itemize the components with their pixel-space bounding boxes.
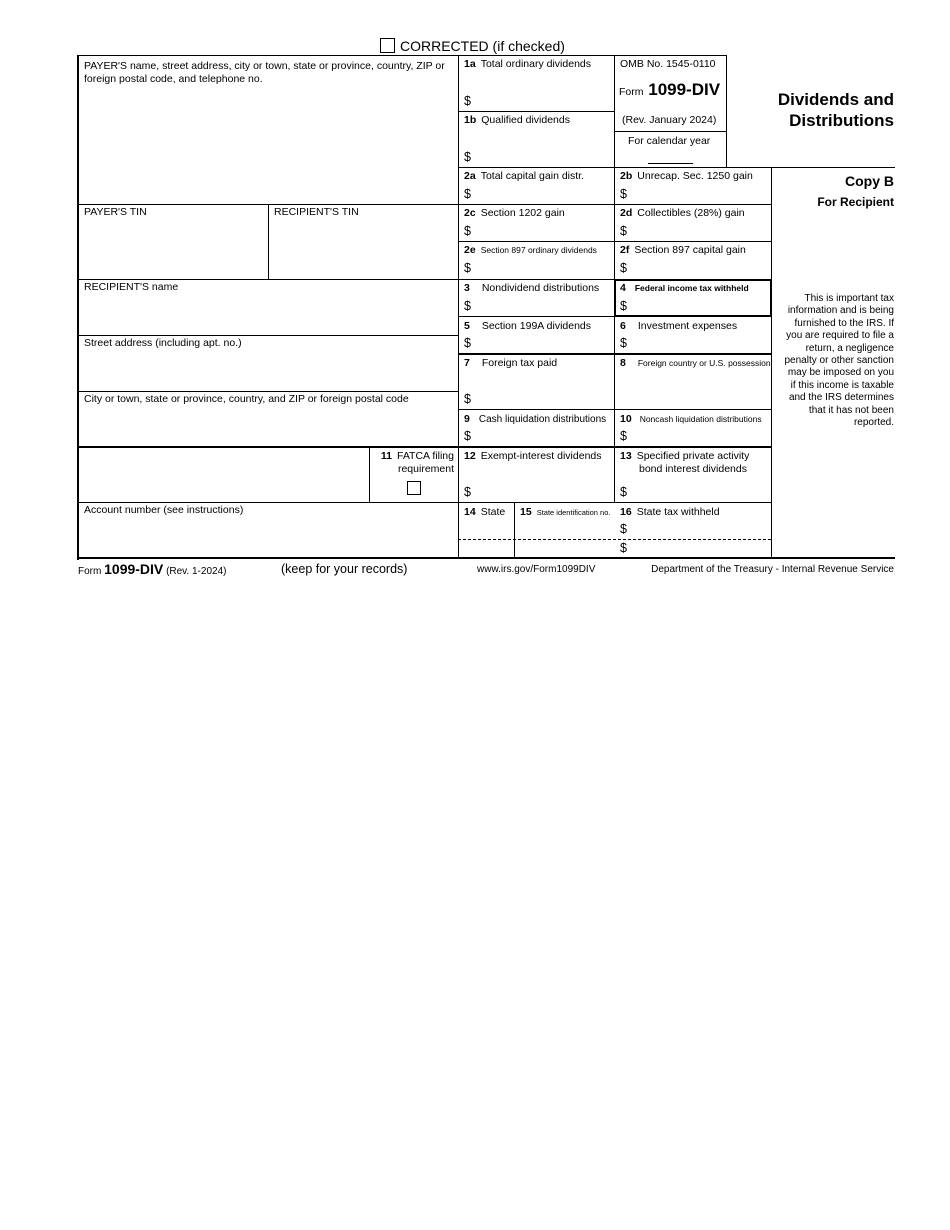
box-4-input[interactable]: [630, 296, 767, 314]
fatca-blank-area: [80, 448, 367, 500]
recipient-name-field[interactable]: [80, 295, 456, 333]
box-2d-input[interactable]: [630, 221, 767, 239]
box-1b-label: 1b Qualified dividends: [464, 114, 570, 126]
footer-keep: (keep for your records): [281, 562, 408, 576]
box-2b-label: 2b Unrecap. Sec. 1250 gain: [620, 170, 753, 182]
street-address-field[interactable]: [80, 351, 456, 389]
box-1a-dollar: $: [464, 94, 471, 108]
box-2d-dollar: $: [620, 224, 627, 238]
account-number-field[interactable]: [80, 518, 456, 556]
box-7-label: 7 Foreign tax paid: [464, 357, 558, 369]
box-2f-dollar: $: [620, 261, 627, 275]
box-16-input-2[interactable]: [630, 541, 767, 556]
box-8-label: 8 Foreign country or U.S. possession: [620, 357, 771, 369]
box-6-input[interactable]: [630, 333, 767, 351]
box-2f-input[interactable]: [630, 258, 767, 276]
box-2a-dollar: $: [464, 187, 471, 201]
box-2d-label: 2d Collectibles (28%) gain: [620, 207, 745, 219]
box-16-dollar-1: $: [620, 522, 627, 536]
payer-info-field[interactable]: [80, 86, 456, 202]
box-2b-dollar: $: [620, 187, 627, 201]
box-3-dollar: $: [464, 299, 471, 313]
box-9-label: 9 Cash liquidation distributions: [464, 413, 607, 425]
box-16-dollar-2: $: [620, 541, 627, 555]
box-10-label: 10 Noncash liquidation distributions: [620, 413, 762, 425]
box-2c-dollar: $: [464, 224, 471, 238]
form-revision: (Rev. January 2024): [622, 114, 717, 126]
box-8-input[interactable]: [618, 375, 768, 407]
box-12-input[interactable]: [474, 482, 610, 500]
box-16-input-1[interactable]: [630, 520, 767, 538]
box-7-dollar: $: [464, 392, 471, 406]
box-2e-dollar: $: [464, 261, 471, 275]
corrected-label: CORRECTED (if checked): [400, 38, 565, 54]
box-4-label: 4 Federal income tax withheld: [620, 282, 749, 294]
form-title: Dividends and Distributions: [777, 90, 894, 130]
box-12-label: 12 Exempt-interest dividends: [464, 450, 602, 462]
box-10-dollar: $: [620, 429, 627, 443]
form-number: Form 1099-DIV: [619, 80, 721, 99]
box-13-label: 13 Specified private activity bond interest dividends: [620, 450, 750, 475]
box-6-dollar: $: [620, 336, 627, 350]
box-14-input-1[interactable]: [460, 520, 512, 538]
account-number-label: Account number (see instructions): [84, 504, 244, 516]
box-3-input[interactable]: [474, 296, 610, 314]
box-10-input[interactable]: [630, 426, 767, 444]
box-1a-label: 1a Total ordinary dividends: [464, 58, 591, 70]
payer-tin-field[interactable]: [80, 220, 266, 277]
box-7-input[interactable]: [474, 389, 610, 407]
box-1b-dollar: $: [464, 150, 471, 164]
box-12-dollar: $: [464, 485, 471, 499]
box-4-dollar: $: [620, 299, 627, 313]
footer-department: Department of the Treasury - Internal Revenue Service: [651, 564, 894, 575]
box-2f-label: 2f Section 897 capital gain: [620, 244, 746, 256]
box-15-label: 15 State identification no.: [520, 506, 611, 518]
box-15-input-1[interactable]: [516, 520, 612, 538]
recipient-tin-field[interactable]: [270, 220, 456, 277]
box-2b-input[interactable]: [630, 184, 767, 202]
corrected-checkbox[interactable]: [380, 38, 395, 53]
fatca-checkbox[interactable]: [407, 481, 421, 495]
box-1a-input[interactable]: [474, 90, 610, 108]
payer-tin-label: PAYER'S TIN: [84, 206, 147, 218]
omb-number: OMB No. 1545-0110: [620, 58, 716, 70]
calendar-year-label: For calendar year: [628, 135, 711, 147]
recipient-tin-label: RECIPIENT'S TIN: [274, 206, 359, 218]
box-13-input[interactable]: [630, 482, 767, 500]
box-5-dollar: $: [464, 336, 471, 350]
street-address-label: Street address (including apt. no.): [84, 337, 242, 349]
box-9-input[interactable]: [474, 426, 610, 444]
important-notice: This is important tax information and is being furnished to the IRS. If you are required to file a return, a negligence penalty or other sanction may be imposed on you if this income is taxable and the IRS determines that it has not been reported.: [784, 293, 894, 429]
box-2a-label: 2a Total capital gain distr.: [464, 170, 584, 182]
box-14-input-2[interactable]: [460, 541, 512, 556]
box-16-label: 16 State tax withheld: [620, 506, 720, 518]
box-2a-input[interactable]: [474, 184, 610, 202]
box-5-label: 5 Section 199A dividends: [464, 320, 592, 332]
copy-subtitle: For Recipient: [817, 195, 894, 209]
box-5-input[interactable]: [474, 333, 610, 351]
footer-url: www.irs.gov/Form1099DIV: [477, 564, 596, 575]
box-2e-label: 2e Section 897 ordinary dividends: [464, 244, 597, 256]
recipient-name-label: RECIPIENT'S name: [84, 281, 179, 293]
city-field[interactable]: [80, 407, 456, 444]
box-2c-label: 2c Section 1202 gain: [464, 207, 565, 219]
box-11-label: 11 FATCA filing requirement: [380, 450, 454, 475]
box-2c-input[interactable]: [474, 221, 610, 239]
calendar-year-input[interactable]: [648, 148, 693, 163]
box-1b-input[interactable]: [474, 146, 610, 164]
box-14-label: 14 State: [464, 506, 506, 518]
box-15-input-2[interactable]: [516, 541, 612, 556]
box-3-label: 3 Nondividend distributions: [464, 282, 600, 294]
payer-info-label: PAYER'S name, street address, city or town, state or province, country, ZIP or foreign postal code, and telephone no.: [84, 60, 445, 85]
copy-title: Copy B: [845, 173, 894, 189]
footer-form-number: Form 1099-DIV (Rev. 1-2024): [78, 561, 227, 577]
city-label: City or town, state or province, country, and ZIP or foreign postal code: [84, 393, 409, 405]
box-13-dollar: $: [620, 485, 627, 499]
box-6-label: 6 Investment expenses: [620, 320, 738, 332]
box-9-dollar: $: [464, 429, 471, 443]
box-2e-input[interactable]: [474, 258, 610, 276]
